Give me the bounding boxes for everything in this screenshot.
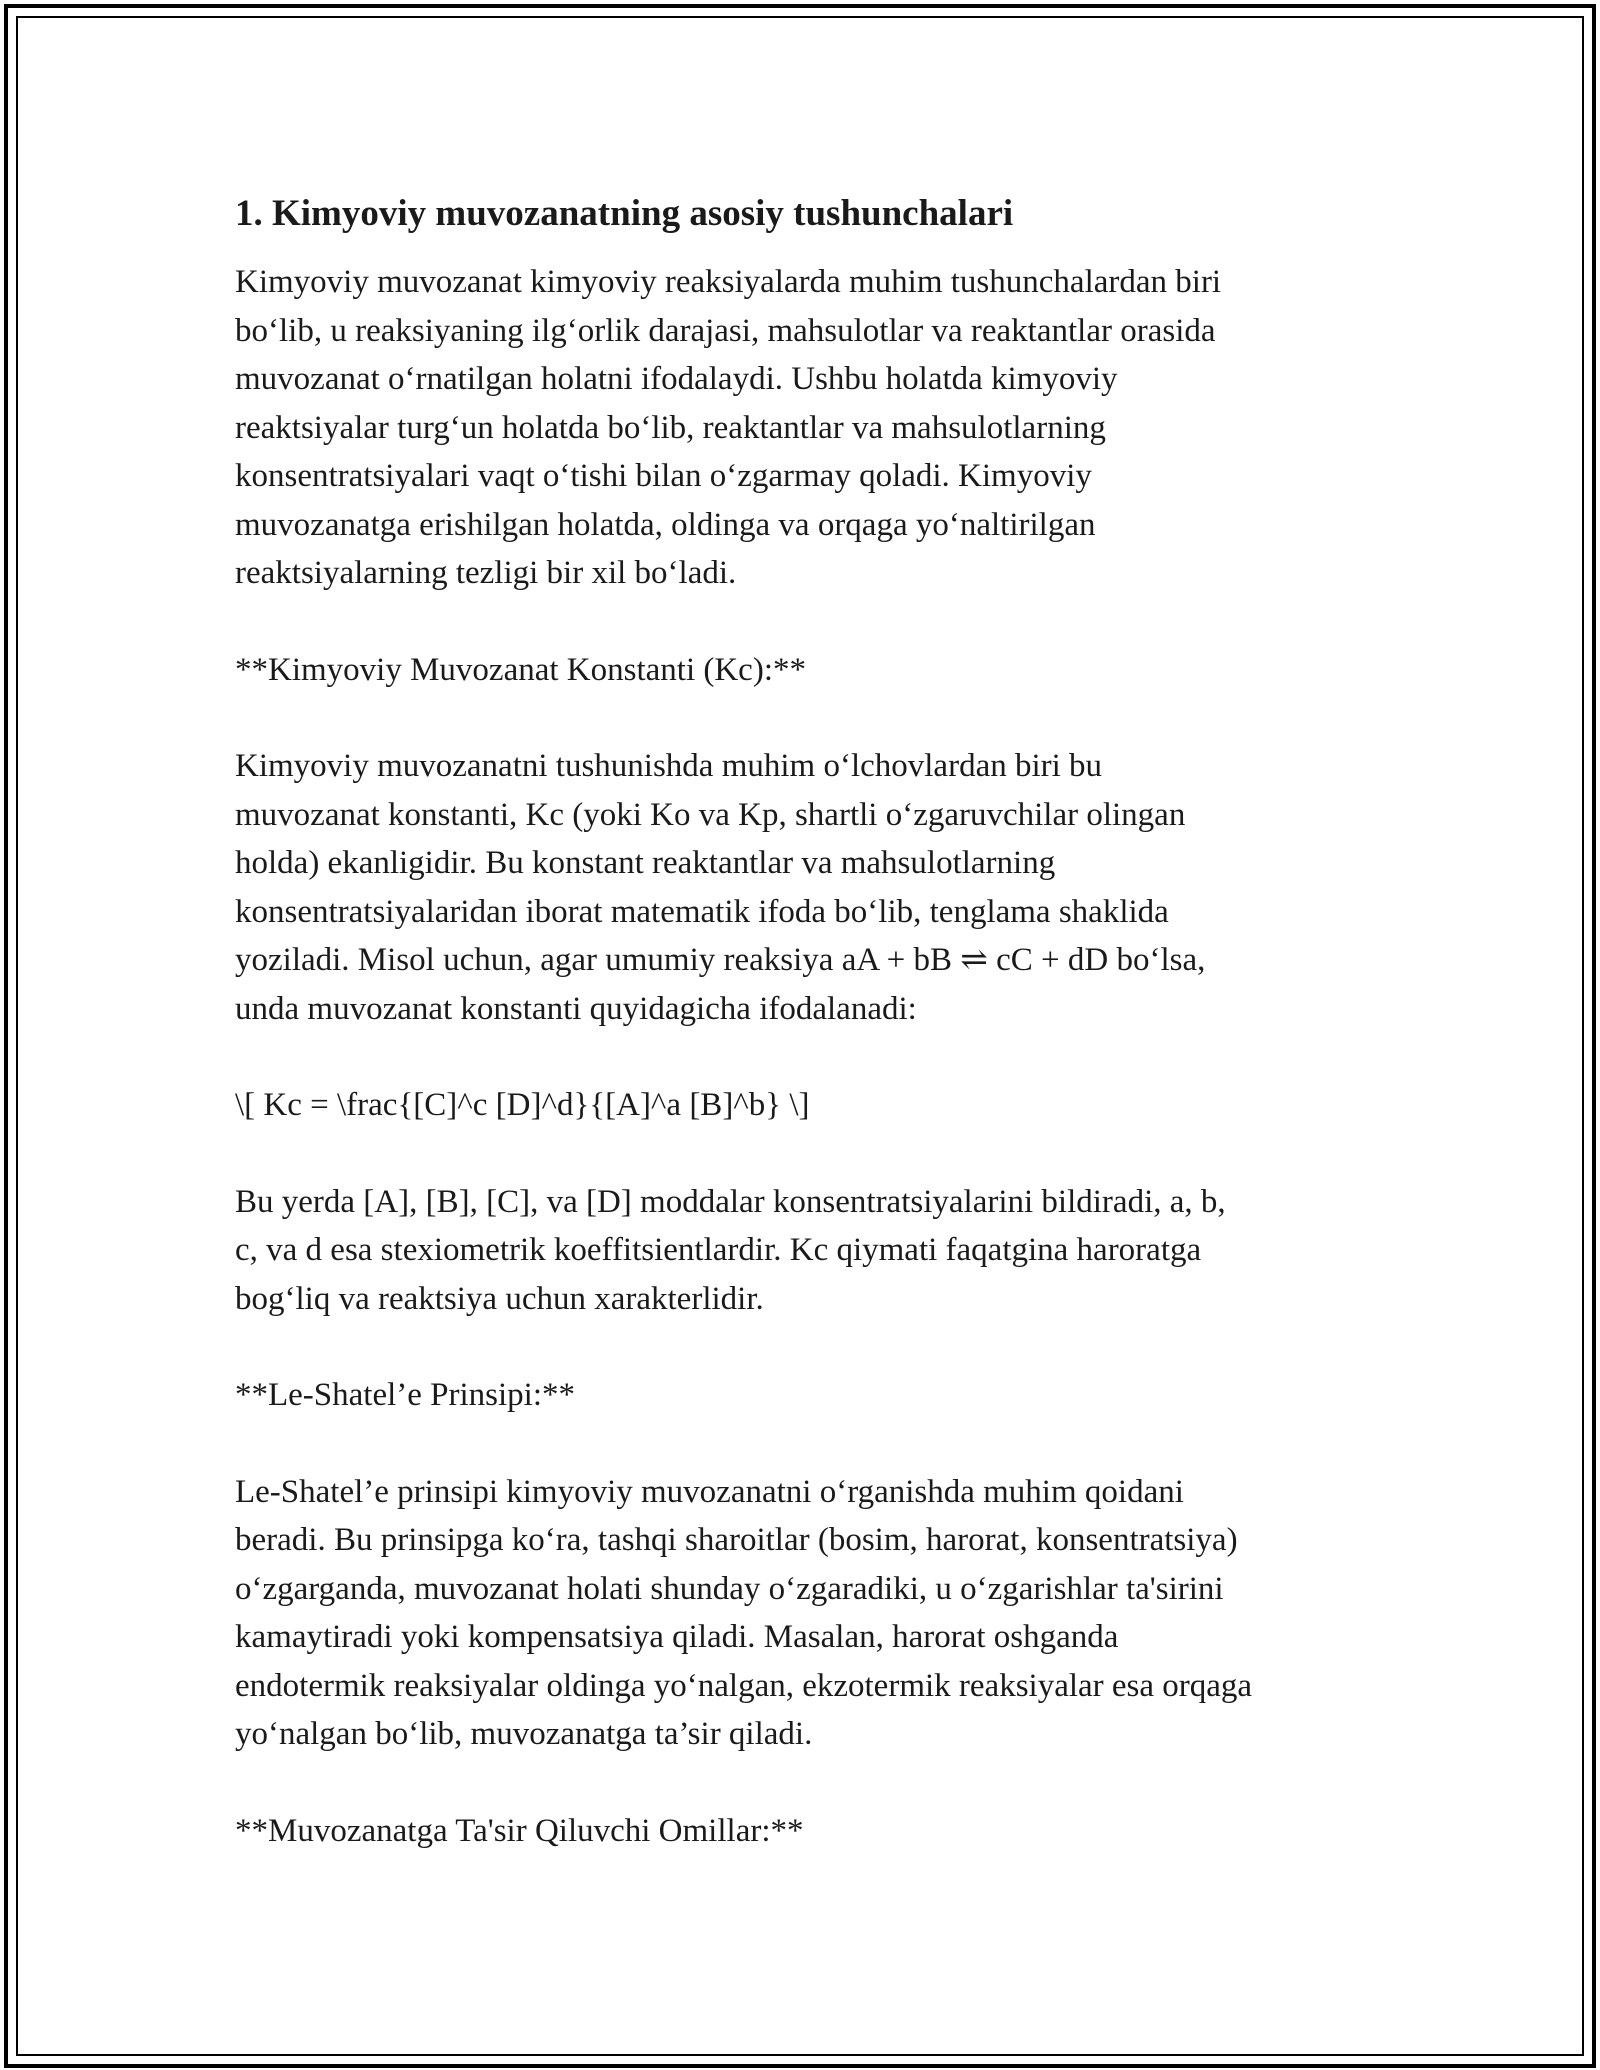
factors-subheading: **Muvozanatga Ta'sir Qiluvchi Omillar:** bbox=[235, 1812, 804, 1849]
le-chatelier-paragraph: Le-Shatel’e prinsipi kimyoviy muvozanatni o‘rganishda muhim qoidani beradi. Bu prinsipga ko‘ra, tashqi sharoitlar (bosim, harorat, konsentratsiya) o‘zgarganda, muvozanat holati shunday o‘zgaradiki, u o‘zgarishlar ta'sirini kamaytiradi yoki kompensatsiya qiladi. Masalan, harorat oshganda endotermik reaksiyalar oldinga yo‘nalgan, ekzotermik reaksiyalar esa orqaga yo‘nalgan bo‘lib, muvozanatga ta’sir qiladi. bbox=[235, 1473, 1253, 1752]
intro-paragraph: Kimyoviy muvozanat kimyoviy reaksiyalarda muhim tushunchalardan biri bo‘lib, u reaksiyaning ilg‘orlik darajasi, mahsulotlar va reaktantlar orasida muvozanat o‘rnatilgan holatni ifodalaydi. Ushbu holatda kimyoviy reaktsiyalar turg‘un holatda bo‘lib, reaktantlar va mahsulotlarning konsentratsiyalari vaqt o‘tishi bilan o‘zgarmay qoladi. Kimyoviy muvozanatga erishilgan holatda, oldinga va orqaga yo‘naltirilgan reaktsiyalarning tezligi bir xil bo‘ladi. bbox=[235, 264, 1222, 591]
le-chatelier-subheading: **Le-Shatel’e Prinsipi:** bbox=[235, 1377, 576, 1413]
kc-subheading: **Kimyoviy Muvozanat Konstanti (Kc):** bbox=[235, 651, 806, 688]
kc-paragraph: Kimyoviy muvozanatni tushunishda muhim o‘lchovlardan biri bu muvozanat konstanti, Kc (yoki Ko va Kp, shartli o‘zgaruvchilar olingan holda) ekanligidir. Bu konstant reaktantlar va mahsulotlarning konsentratsiyalaridan iborat matematik ifoda bo‘lib, tenglama shaklida yoziladi. Misol uchun, agar umumiy reaksiya aA + bB ⇌ cC + dD bo‘lsa, unda muvozanat konstanti quyidagicha ifodalanadi: bbox=[235, 748, 1206, 1027]
kc-formula: \[ Kc = \frac{[C]^c [D]^d}{[A]^a [B]^b} \] bbox=[235, 1087, 810, 1123]
document-body bbox=[235, 186, 1375, 1855]
section-heading: 1. Kimyoviy muvozanatning asosiy tushunchalari bbox=[235, 193, 1014, 234]
kc-explanation-paragraph: Bu yerda [A], [B], [C], va [D] moddalar konsentratsiyalarini bildiradi, a, b, c, va d esa stexiometrik koeffitsientlardir. Kc qiymati faqatgina haroratga bog‘liq va reaktsiya uchun xarakterlidir. bbox=[235, 1183, 1226, 1317]
